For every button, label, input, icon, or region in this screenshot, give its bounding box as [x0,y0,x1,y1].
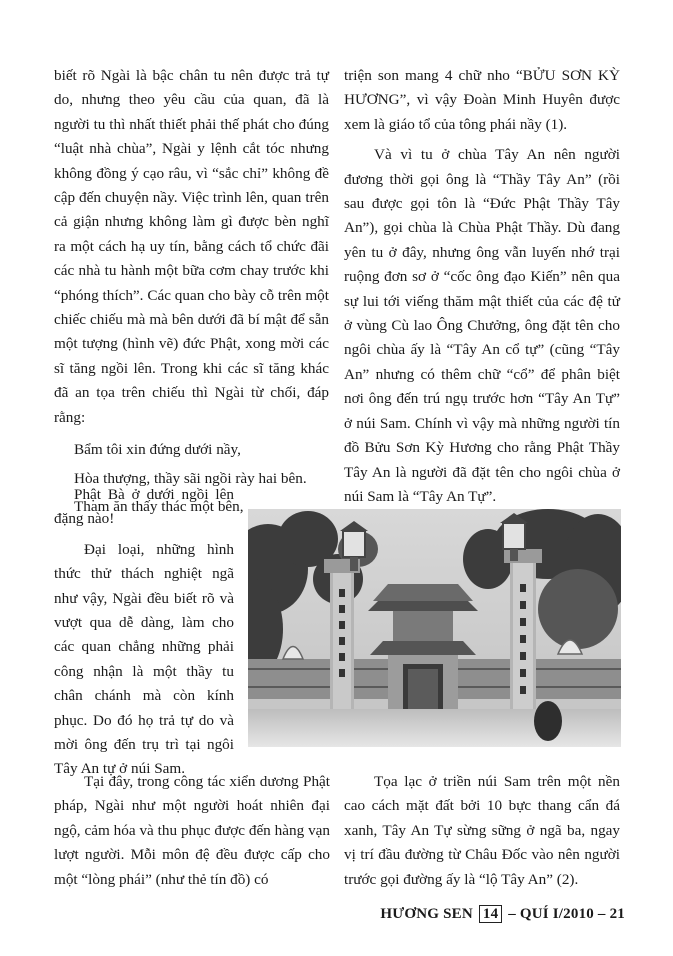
verse-line: Hòa thượng, thầy sãi ngồi rày hai bên. [74,469,307,487]
paragraph: Tại đây, trong công tác xiển dương Phật pháp, Ngài như một người hoát nhiên đại ngộ, cảm hóa và thu phục được đến hàng vạn lượt người. Mỗi môn đệ đều được cấp cho một “lòng phái” (như thẻ tín đồ) có [54,773,330,888]
magazine-title: HƯƠNG SEN [380,906,473,922]
paragraph: Và vì tu ở chùa Tây An nên người đương thời gọi ông là “Thầy Tây An” (rồi sau được gọi tôn là “Đức Phật Thầy Tây An”), gọi chùa là Chùa Phật Thầy. Dù đang yên tu ở đây, nhưng ông vẫn luyến nhớ trại ruộng đơn sơ ở “cốc ông đạo Kiến” nên qua sự lui tới viếng thăm mật thiết của các đệ tử ở vùng Cù lao Ông Chưởng, ông đặt tên cho ngôi chùa ấy là “Tây An cổ tự” (cũng “Tây An” nhưng có thêm chữ “cổ” để phân biệt nơi ông đến trú ngụ trước hơn “Tây An Tự” ở núi Sam. Chính vì vậy mà những người tín đồ Bửu Sơn Kỳ Hương cho rằng Phật Thầy Tây An là người đã đặt tên cho ngôi chùa ở núi Sam là “Tây An Tự”. [344,146,620,505]
verse-line: Phật Bà ở dưới ngồi lên đặng nào! [54,486,234,528]
page-number: 21 [609,906,625,922]
issue-date: – QUÍ I/2010 – [508,906,606,922]
verse-line: Tham ăn thấy thác một bên, [74,497,244,515]
issue-number: 14 [479,905,502,923]
paragraph: Tọa lạc ở triền núi Sam trên một nền cao cách mặt đất bởi 10 bực thang cẩn đá xanh, Tây An Tự sừng sững ở ngã ba, ngay vị trí đầu đường từ Châu Đốc vào nên người trước gọi đường ấy là “lộ Tây An” (2). [344,773,620,888]
paragraph: Đại loại, những hình thức thử thách nghiệt ngã như vậy, Ngài đều biết rõ và vượt qua dễ dàng, làm cho các quan chẳng những phải công nhận là một thầy tu chân chánh mà còn kính phục. Do đó họ trả tự do và mời ông đến trụ trì tại ngôi Tây An tự ở núi Sam. [54,540,234,778]
paragraph: biết rõ Ngài là bậc chân tu nên được trả tự do, nhưng theo yêu cầu của quan, đã là người tu thì nhất thiết phải thế phát cho đúng “luật nhà chùa”, Ngài y lệnh cắt tóc nhưng không đồng ý cạo râu, vì “sắc chỉ” không đề cập đến chuyện nầy. Việc trình lên, quan trên cả giận nhưng không làm gì được bèn nghĩ ra một cách hạ uy tín, bằng cách tổ chức đãi các nhà tu hành một bữa cơm chay trước khi “phóng thích”. Các quan cho bày cỗ trên một chiếc chiếu mà mà bên dưới đã bí mật để sẵn một tượng (hình vẽ) đức Phật, xong mời các sĩ tăng ngồi lên. Trong khi các sĩ tăng khác đã an tọa trên chiếu thì Ngài từ chối, đáp rằng: [54,67,329,426]
left-column-top [54,64,329,523]
left-column-bottom [54,770,330,892]
paragraph: triện son mang 4 chữ nho “BỬU SƠN KỲ HƯƠNG”, vì vậy Đoàn Minh Huyên được xem là giáo tổ của tông phái nầy (1). [344,67,620,133]
verse-line: Bẩm tôi xin đứng dưới nầy, [74,441,241,459]
left-column-middle [54,483,234,782]
right-column-bottom [344,770,620,892]
right-column-top [344,64,620,509]
temple-gate-photo [248,509,621,747]
page-footer [340,906,625,923]
